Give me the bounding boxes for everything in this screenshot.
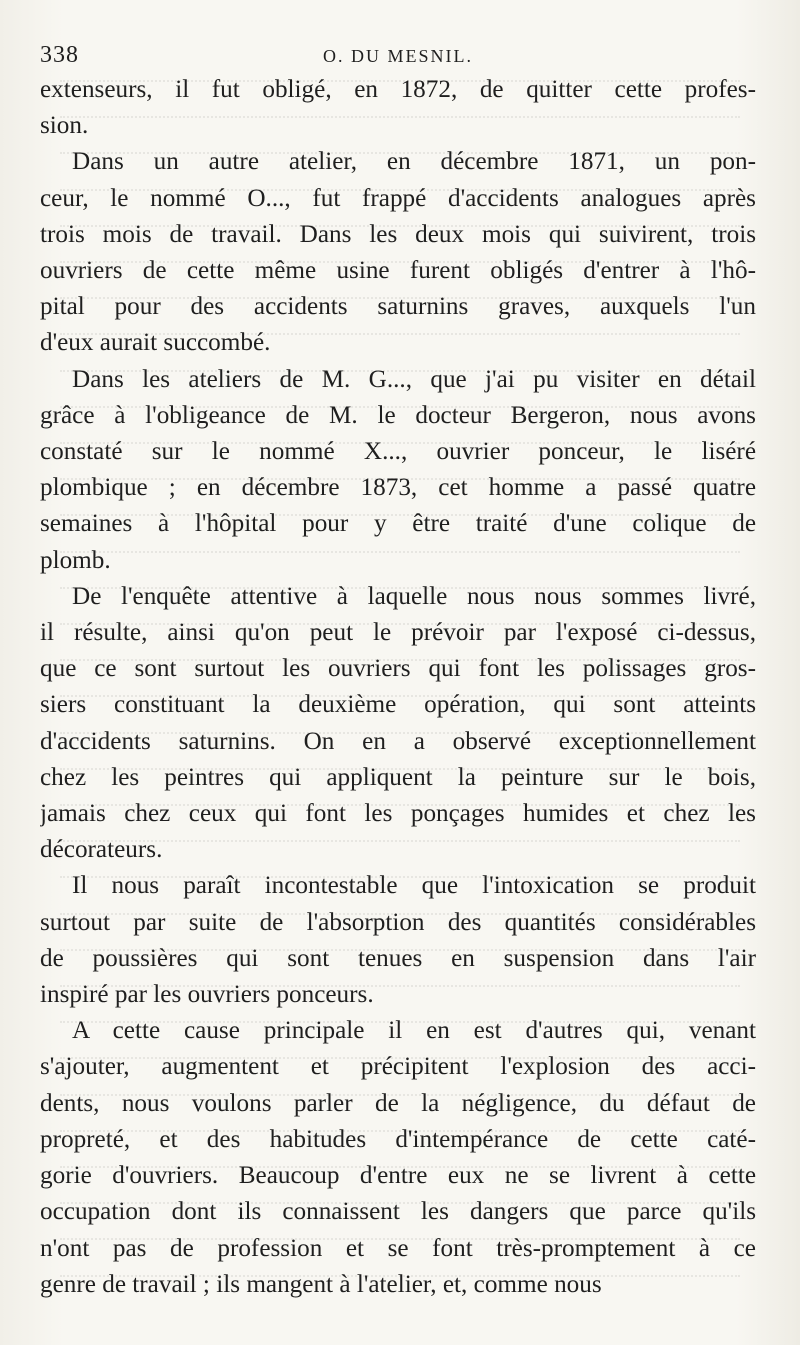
text-line: ceur, le nommé O..., fut frappé d'accidents analogues après xyxy=(40,184,756,212)
text-line: extenseurs, il fut obligé, en 1872, de quitter cette profes- xyxy=(40,76,756,103)
text-line: ouvriers de cette même usine furent obligés d'entrer à l'hô- xyxy=(40,257,756,285)
text-line: chez les peintres qui appliquent la peinture sur le bois, xyxy=(40,763,756,791)
text-line: s'ajouter, augmentent et précipitent l'explosion des acci- xyxy=(40,1053,756,1081)
text-line: n'ont pas de profession et se font très-promptement à ce xyxy=(40,1234,756,1262)
text-line: Il nous paraît incontestable que l'intoxication se produit xyxy=(72,872,756,900)
text-line: d'eux aurait succombé. xyxy=(40,329,271,357)
text-line: sion. xyxy=(40,112,89,140)
text-line: il résulte, ainsi qu'on peut le prévoir par l'exposé ci-dessus, xyxy=(40,619,756,647)
text-line: Dans les ateliers de M. G..., que j'ai pu visiter en détail xyxy=(72,365,756,393)
paragraph xyxy=(40,144,756,361)
paragraph xyxy=(40,579,756,869)
text-line: plombique ; en décembre 1873, cet homme a passé quatre xyxy=(40,474,756,502)
text-line: A cette cause principale il en est d'autres qui, venant xyxy=(72,1017,756,1045)
paragraph xyxy=(40,1013,756,1303)
running-head: O. DU MESNIL. xyxy=(323,46,473,66)
text-line: siers constituant la deuxième opération, qui sont atteints xyxy=(40,691,756,719)
text-line: trois mois de travail. Dans les deux mois qui suivirent, trois xyxy=(40,220,756,248)
text-line: propreté, et des habitudes d'intempérance de cette caté- xyxy=(40,1125,756,1153)
page-header xyxy=(40,36,756,72)
text-line: surtout par suite de l'absorption des quantités considérables xyxy=(40,908,756,936)
text-line: gorie d'ouvriers. Beaucoup d'entre eux ne se livrent à cette xyxy=(40,1162,756,1190)
page-number: 338 xyxy=(40,42,79,68)
text-line: De l'enquête attentive à laquelle nous nous sommes livré, xyxy=(72,582,756,610)
text-line: semaines à l'hôpital pour y être traité d'une colique de xyxy=(40,510,756,538)
text-line: dents, nous voulons parler de la négligence, du défaut de xyxy=(40,1089,756,1117)
text-line: occupation dont ils connaissent les dangers que parce qu'ils xyxy=(40,1198,756,1226)
text-line: genre de travail ; ils mangent à l'atelier, et, comme nous xyxy=(40,1270,602,1298)
text-line: grâce à l'obligeance de M. le docteur Bergeron, nous avons xyxy=(40,401,756,429)
text-line: constaté sur le nommé X..., ouvrier ponceur, le liséré xyxy=(40,438,756,466)
paragraph xyxy=(40,868,756,1013)
text-line: de poussières qui sont tenues en suspension dans l'air xyxy=(40,944,756,972)
text-line: pital pour des accidents saturnins graves, auxquels l'un xyxy=(40,293,756,321)
text-line: décorateurs. xyxy=(40,836,163,864)
text-line: Dans un autre atelier, en décembre 1871, un pon- xyxy=(72,148,756,176)
paragraph xyxy=(40,362,756,579)
paragraph xyxy=(40,72,756,144)
body-text xyxy=(40,72,756,1303)
text-line: plomb. xyxy=(40,546,111,574)
text-line: inspiré par les ouvriers ponceurs. xyxy=(40,981,374,1009)
text-line: d'accidents saturnins. On en a observé exceptionnellement xyxy=(40,727,756,755)
text-line: que ce sont surtout les ouvriers qui font les polissages gros- xyxy=(40,655,756,683)
text-line: jamais chez ceux qui font les ponçages humides et chez les xyxy=(40,800,756,828)
